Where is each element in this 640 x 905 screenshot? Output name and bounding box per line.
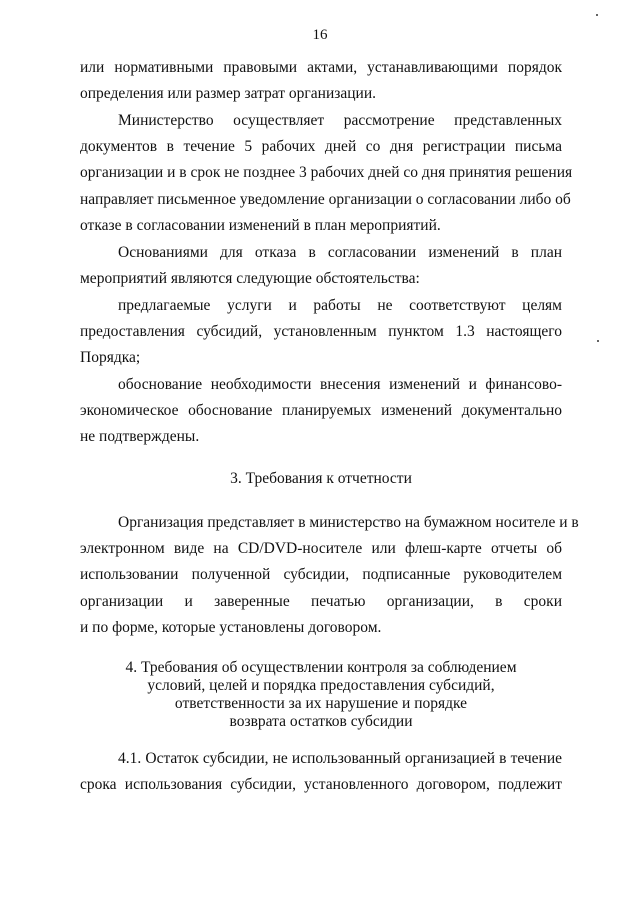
section-heading: условий, целей и порядка предоставления субсидий, (147, 677, 495, 694)
text-line: организации и в срок не позднее 3 рабочих дней со дня принятия решения (80, 164, 573, 181)
text-line: 4.1. Остаток субсидии, не использованный организацией в течение (118, 750, 562, 767)
text-line: документов в течение 5 рабочих дней со дня регистрации письма (80, 138, 562, 155)
text-line: экономическое обоснование планируемых изменений документально (80, 402, 562, 419)
text-line: направляет письменное уведомление организации о согласовании либо об (80, 191, 571, 208)
text-line: электронном виде на CD/DVD-носителе или флеш-карте отчеты об (80, 540, 562, 557)
text-line: Организация представляет в министерство на бумажном носителе и в (118, 514, 579, 531)
text-line: не подтверждены. (80, 428, 200, 445)
text-line: организации и заверенные печатью организации, в сроки (80, 593, 562, 610)
text-line: Порядка; (80, 349, 141, 366)
text-line: определения или размер затрат организации. (80, 85, 377, 102)
text-line: отказе в согласовании изменений в план мероприятий. (80, 217, 441, 234)
page-number: 16 (312, 27, 328, 43)
section-heading: 4. Требования об осуществлении контроля за соблюдением (125, 659, 517, 676)
scan-speck (597, 340, 599, 342)
section-heading: ответственности за их нарушение и порядке (174, 695, 468, 712)
text-line: срока использования субсидии, установленного договором, подлежит (80, 776, 562, 793)
scan-speck (596, 14, 598, 16)
text-line: Основаниями для отказа в согласовании изменений в план (118, 244, 562, 261)
section-heading: 3. Требования к отчетности (230, 470, 412, 487)
text-line: использовании полученной субсидии, подписанные руководителем (80, 566, 562, 583)
text-line: или нормативными правовыми актами, устанавливающими порядок (80, 59, 562, 76)
text-line: обоснование необходимости внесения изменений и финансово- (118, 376, 562, 393)
text-line: предоставления субсидий, установленным пунктом 1.3 настоящего (80, 323, 562, 340)
text-line: Министерство осуществляет рассмотрение представленных (118, 112, 562, 129)
text-line: предлагаемые услуги и работы не соответствуют целям (118, 297, 562, 314)
text-line: и по форме, которые установлены договором. (80, 619, 382, 636)
text-line: мероприятий являются следующие обстоятельства: (80, 270, 420, 287)
section-heading: возврата остатков субсидии (229, 713, 413, 730)
